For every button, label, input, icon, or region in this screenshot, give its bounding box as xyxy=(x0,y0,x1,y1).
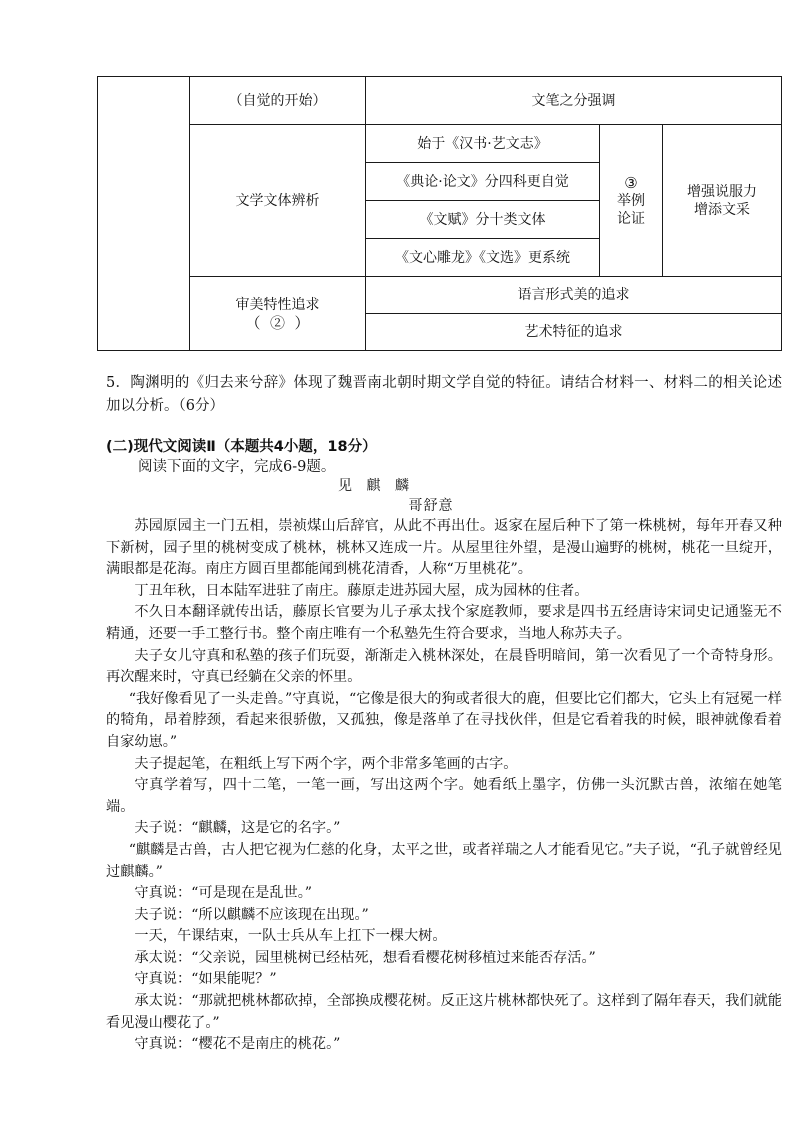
aesthetic-line-1: 审美特性追求 xyxy=(235,296,320,313)
paragraph: 夫子提起笔，在粗纸上写下两个字，两个非常多笔画的古字。 xyxy=(134,755,518,772)
literature-summary-table xyxy=(97,76,782,351)
paragraph: 夫子说：“麒麟，这是它的名字。” xyxy=(134,820,341,837)
table-cell-aesthetic xyxy=(190,277,366,351)
paragraph: 守真说：“如果能呢？” xyxy=(134,971,277,988)
paragraph: 夫子女儿守真和私塾的孩子们玩耍，渐渐走入桃林深处，在晨昏明暗间，第一次看见了一个奇特身形。再次醒来时，守真已经躺在父亲的怀里。 xyxy=(106,647,782,686)
table-cell-item-4: 《文心雕龙》《文选》更系统 xyxy=(366,239,600,277)
paragraph: 苏园原园主一门五相，崇祯煤山后辞官，从此不再出仕。返家在屋后种下了第一株桃树，每年开春又种下新树，园子里的桃树变成了桃林，桃林又连成一片。从屋里往外望，是漫山遍野的桃树，桃花一旦绽开，满眼都是花海。南庄方圆百里都能闻到桃花清香，人称“万里桃花”。 xyxy=(106,518,782,578)
instruction-text: 阅读下面的文字，完成6-9题。 xyxy=(138,459,336,475)
paragraph: 丁丑年秋，日本陆军进驻了南庄。藤原走进苏园大屋，成为园林的住者。 xyxy=(134,582,589,599)
table-blank-column xyxy=(98,77,190,351)
paragraph: 守真说：“可是现在是乱世。” xyxy=(134,885,313,902)
paragraph: 承太说：“那就把桃林都砍掉，全部换成樱花树。反正这片桃林都快死了。这样到了隔年春天，我们就能看见漫山樱花了。” xyxy=(106,993,782,1031)
effect-line-2: 增添文采 xyxy=(694,201,750,218)
table-cell-language-form: 语言形式美的追求 xyxy=(366,277,782,314)
table-cell-artistic-feature: 艺术特征的追求 xyxy=(366,314,782,351)
table-cell-effect xyxy=(663,125,782,277)
blank-3-label: ③ xyxy=(624,173,638,192)
method-line-1: 举例 xyxy=(617,192,645,209)
paragraph: 一天，午课结束，一队士兵从车上扛下一棵大树。 xyxy=(134,928,447,945)
table-cell-wenbi: 文笔之分强调 xyxy=(366,77,782,125)
paragraph: 承太说：“父亲说，园里桃树已经枯死，想看看樱花树移植过来能否存活。” xyxy=(134,949,596,966)
table-cell-item-2: 《典论·论文》分四科更自觉 xyxy=(366,163,600,201)
section-header: (二)现代文阅读Ⅱ（本题共4小题，18分） xyxy=(106,439,377,455)
paragraph: “麒麟是古兽，古人把它视为仁慈的化身，太平之世，或者祥瑞之人才能看见它。”夫子说，“孔子就曾经见过麒麟。” xyxy=(106,841,782,880)
paragraph: “我好像看见了一头走兽。”守真说，“它像是很大的狗或者很大的鹿，但要比它们都大，它头上有冠冕一样的犄角，昂着脖颈，看起来很骄傲，又孤独，像是落单了在寻找伙伴，但是它看着我的时候，眼神就像看着自家幼崽。” xyxy=(106,690,782,750)
article-title: 见 麒 麟 xyxy=(338,478,414,494)
effect-line-1: 增强说服力 xyxy=(687,183,757,200)
paragraph: 守真说：“樱花不是南庄的桃花。” xyxy=(134,1036,341,1053)
aesthetic-line-2: （ ② ） xyxy=(245,313,310,332)
method-line-2: 论证 xyxy=(617,210,645,227)
paragraph: 守真学着写，四十二笔，一笔一画，写出这两个字。她看纸上墨字，仿佛一头沉默古兽，浓缩在她笔端。 xyxy=(106,777,782,815)
table-cell-conscious-start: （自觉的开始） xyxy=(190,77,366,125)
table-cell-item-3: 《文赋》分十类文体 xyxy=(366,201,600,239)
paragraph: 夫子说：“所以麒麟不应该现在出现。” xyxy=(134,906,369,923)
paragraph: 不久日本翻译就传出话，藤原长官要为儿子承太找个家庭教师，要求是四书五经唐诗宋词史记通鉴无不精通，还要一手工整行书。整个南庄唯有一个私塾先生符合要求，当地人称苏夫子。 xyxy=(106,604,782,642)
table-cell-method xyxy=(600,125,663,277)
question-5: 5．陶渊明的《归去来兮辞》体现了魏晋南北朝时期文学自觉的特征。请结合材料一、材料二的相关论述加以分析。（6分） xyxy=(106,375,782,414)
article-body xyxy=(106,516,782,1056)
table-cell-genre-analysis: 文学文体辨析 xyxy=(190,125,366,277)
article-author: 哥舒意 xyxy=(408,498,454,514)
table-cell-item-1: 始于《汉书·艺文志》 xyxy=(366,125,600,163)
